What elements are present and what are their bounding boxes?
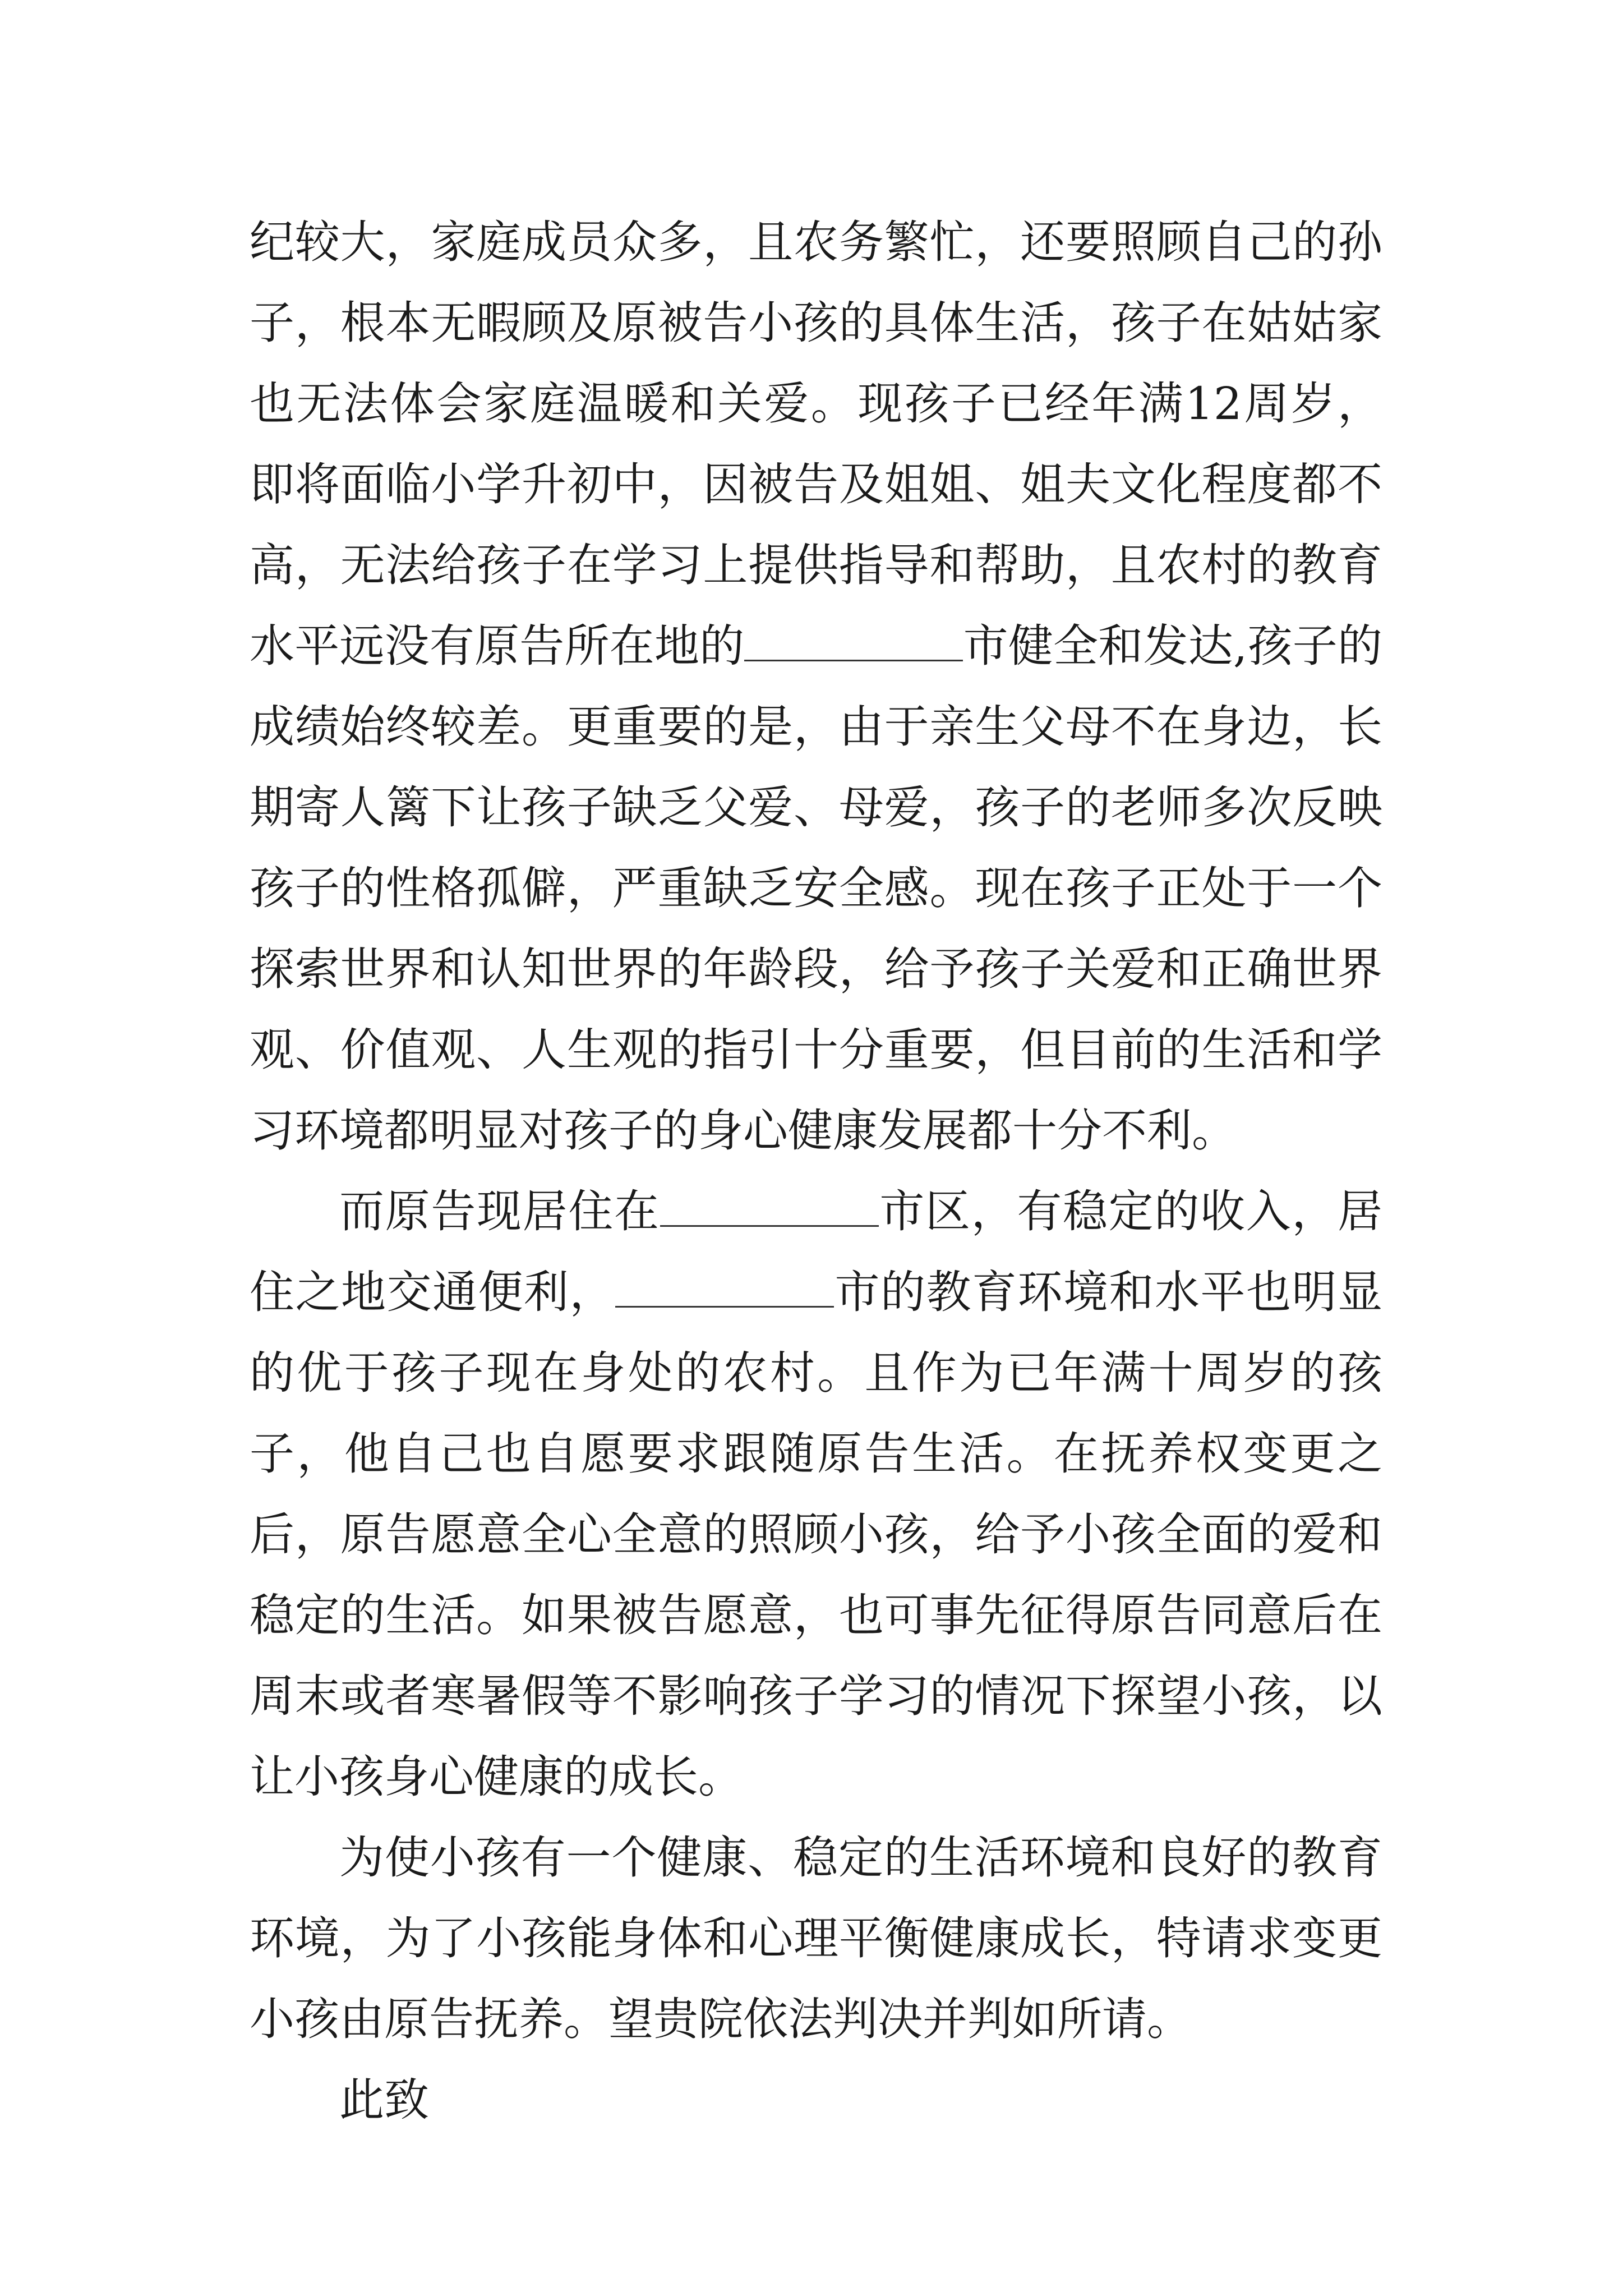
paragraph-text: 纪较大，家庭成员众多，且农务繁忙，还要照顾自己的孙子，根本无暇顾及原被告小孩的具体生活，孩子在姑姑家也无法体会家庭温暖和关爱。现孩子已经年满12周岁，即将面临小学升初中，因被告及姐姐、姐夫文化程度都不高，无法给孩子在学习上提供指导和帮助，且农村的教育水平远没有原告所在地的 (250, 216, 1382, 672)
paragraph-text: 市的教育环境和水平也明显的优于孩子现在身处的农村。且作为已年满十周岁的孩子，他自己也自愿要求跟随原告生活。在抚养权变更之后，原告愿意全心全意的照顾小孩，给予小孩全面的爱和稳定的生活。如果被告愿意，也可事先征得原告同意后在周末或者寒暑假等不影响孩子学习的情况下探望小孩，以让小孩身心健康的成长。 (250, 1266, 1382, 1803)
blank-city-field (615, 1271, 834, 1308)
document-body (250, 202, 1382, 2141)
blank-location-field (744, 625, 963, 661)
paragraph-text: 市健全和发达,孩子的成绩始终较差。更重要的是，由于亲生父母不在身边，长期寄人篱下让孩子缺乏父爱、母爱，孩子的老师多次反映孩子的性格孤僻，严重缺乏安全感。现在孩子正处于一个探索世界和认知世界的年龄段，给予孩子关爱和正确世界观、价值观、人生观的指引十分重要，但目前的生活和学习环境都明显对孩子的身心健康发展都十分不利。 (250, 620, 1382, 1157)
paragraph-request (250, 1818, 1382, 2060)
paragraph-text: 为使小孩有一个健康、稳定的生活环境和良好的教育环境，为了小孩能身体和心理平衡健康成长，特请求变更小孩由原告抚养。望贵院依法判决并判如所请。 (250, 1832, 1382, 2045)
blank-residence-field (660, 1190, 879, 1227)
closing-salutation: 此致 (339, 2074, 429, 2126)
paragraph-text: 而原告现居住在 (339, 1185, 660, 1237)
paragraph-text: 市区，有稳定的收入，居住之地交通便利， (250, 1185, 1383, 1318)
paragraph-child-situation (250, 202, 1382, 1171)
paragraph-plaintiff-situation (250, 1171, 1382, 1818)
